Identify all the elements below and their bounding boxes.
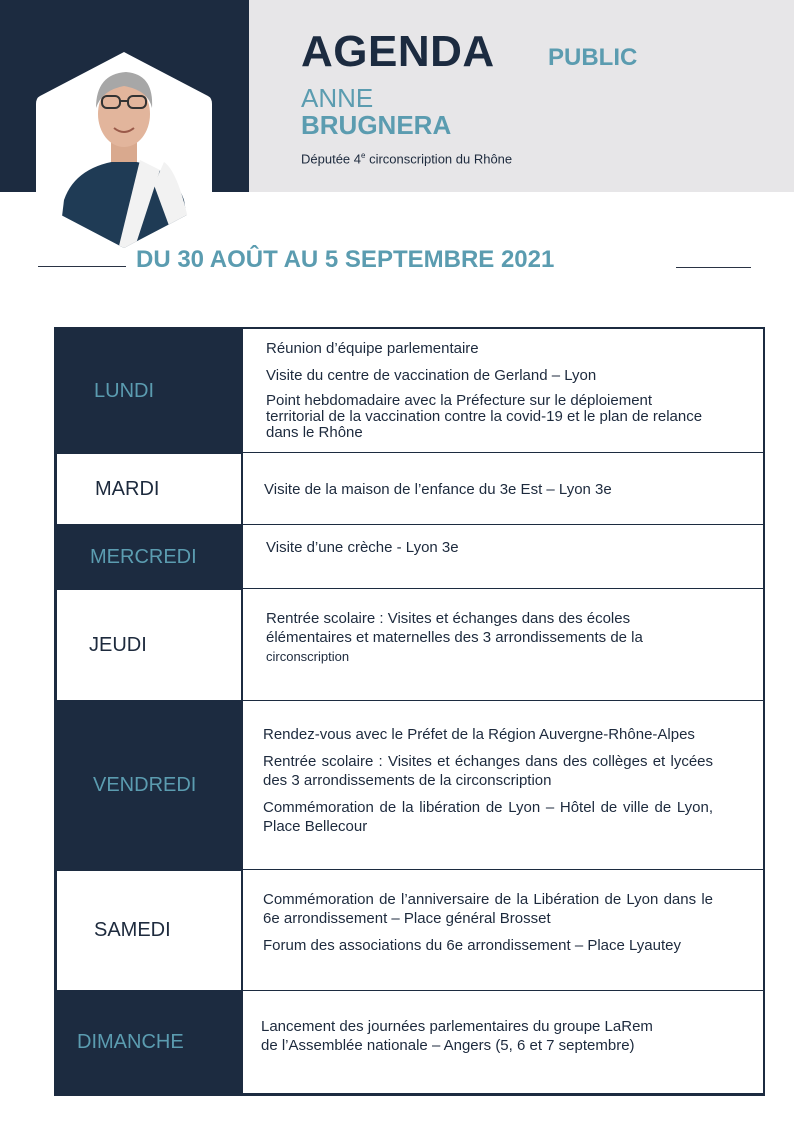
page-title: AGENDA [301, 27, 495, 76]
event-item: Rentrée scolaire : Visites et échanges dans des collèges et lycées des 3 arrondissements de la circonscription [263, 753, 713, 789]
event-item: Commémoration de l’anniversaire de la Libération de Lyon dans le 6e arrondissement – Place général Brosset [263, 891, 713, 927]
day-label-jeudi: JEUDI [56, 589, 242, 701]
agenda-row-mardi [56, 453, 763, 525]
deputy-role: Députée 4e circonscription du Rhône [301, 151, 513, 167]
events-samedi [242, 870, 763, 991]
events-lundi [242, 329, 763, 453]
event-item: circonscription [266, 649, 350, 664]
events-vendredi [242, 701, 763, 870]
date-range-title: DU 30 AOÛT AU 5 SEPTEMBRE 2021 [136, 246, 555, 273]
events-mardi [242, 453, 763, 525]
event-item: Commémoration de la libération de Lyon – Hôtel de ville de Lyon, Place Bellecour [263, 799, 713, 835]
events-mercredi [242, 525, 763, 589]
date-divider-right [676, 267, 751, 268]
event-item: Point hebdomadaire avec la Préfecture sur le déploiement territorial de la vaccination contre la covid-19 et le plan de relance dans le Rhône [266, 392, 703, 441]
agenda-row-vendredi [56, 701, 763, 870]
day-label-vendredi: VENDREDI [56, 701, 242, 870]
event-item: Visite de la maison de l’enfance du 3e Est – Lyon 3e [264, 481, 612, 498]
day-label-samedi: SAMEDI [56, 870, 242, 991]
agenda-row-samedi [56, 870, 763, 991]
deputy-last-name: BRUGNERA [301, 110, 452, 140]
events-jeudi [242, 589, 763, 701]
day-label-mardi: MARDI [56, 453, 242, 525]
agenda-row-mercredi [56, 525, 763, 589]
portrait-photo [36, 50, 212, 250]
event-item: Visite d’une crèche - Lyon 3e [266, 539, 459, 556]
events-dimanche [242, 991, 763, 1093]
day-label-lundi: LUNDI [56, 329, 242, 453]
agenda-row-lundi [56, 329, 763, 453]
deputy-first-name: ANNE [301, 83, 374, 113]
agenda-row-dimanche [56, 991, 763, 1093]
event-item: Rendez-vous avec le Préfet de la Région Auvergne-Rhône-Alpes [263, 726, 695, 743]
event-item: Lancement des journées parlementaires du groupe LaRem [261, 1018, 653, 1035]
day-label-mercredi: MERCREDI [56, 525, 242, 589]
event-item: de l’Assemblée nationale – Angers (5, 6 et 7 septembre) [261, 1037, 635, 1054]
day-label-dimanche: DIMANCHE [56, 991, 242, 1093]
event-item: Réunion d’équipe parlementaire [266, 340, 479, 357]
agenda-row-jeudi [56, 589, 763, 701]
event-item: Rentrée scolaire : Visites et échanges dans des écoles élémentaires et maternelles des 3 arrondissements de la [266, 610, 643, 646]
public-badge: PUBLIC [548, 44, 638, 71]
date-divider-left [38, 266, 126, 267]
event-item: Forum des associations du 6e arrondissement – Place Lyautey [263, 937, 682, 954]
agenda-table [54, 327, 765, 1096]
event-item: Visite du centre de vaccination de Gerland – Lyon [266, 367, 597, 384]
